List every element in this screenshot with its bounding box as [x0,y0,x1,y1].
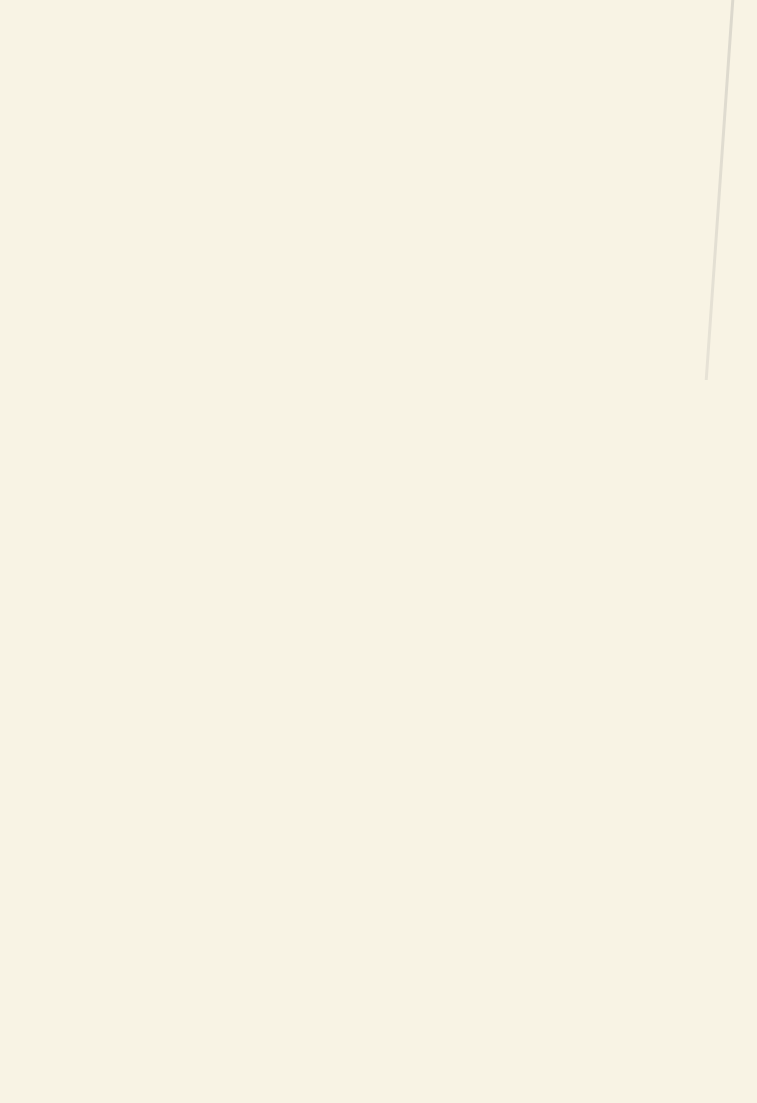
chart-2-47b [305,400,585,680]
chart-2-47a [40,400,320,680]
page-crease [705,0,735,380]
